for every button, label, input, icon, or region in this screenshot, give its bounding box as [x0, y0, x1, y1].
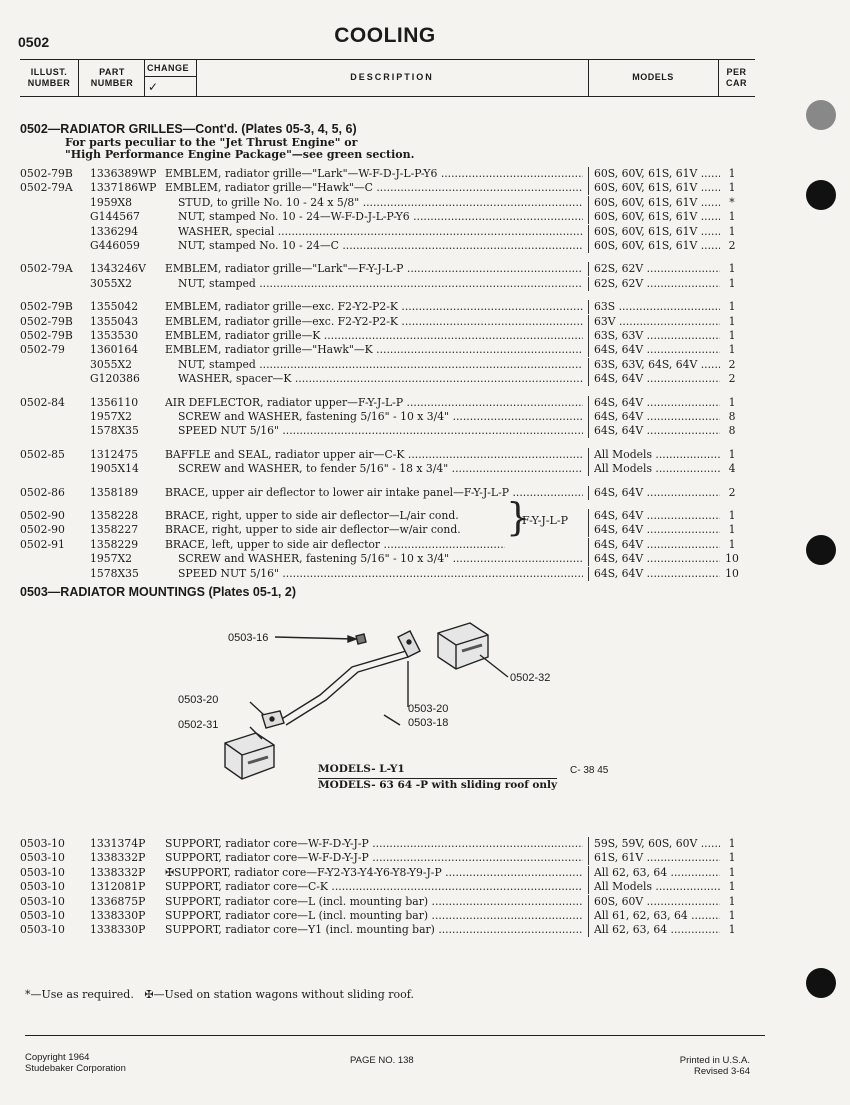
- models: 60S, 60V, 61S, 61V .....: [594, 181, 720, 195]
- per-car: 1: [728, 894, 736, 908]
- page-code: 0502: [18, 34, 50, 50]
- models: 60S, 60V, 61S, 61V .....: [594, 167, 720, 181]
- column-rule: [588, 851, 589, 865]
- illust-number: 0502-79B: [20, 314, 73, 328]
- column-rule: [588, 181, 589, 195]
- table-row: [0, 895, 850, 909]
- table-row: [0, 851, 850, 865]
- per-car: 1: [728, 329, 736, 342]
- per-car: 1: [728, 447, 736, 461]
- part-number: G144567: [90, 210, 140, 224]
- table-row: [0, 239, 850, 253]
- illust-number: 0502-90: [20, 523, 65, 537]
- column-rule: [588, 923, 589, 937]
- description: SCREW and WASHER, fastening 5/16" - 10 x 3/4" .....: [178, 410, 583, 424]
- part-number: 1355043: [90, 314, 139, 328]
- table-row: [0, 225, 850, 239]
- models: 60S, 60V, 61S, 61V .....: [594, 225, 720, 239]
- table-row: [0, 262, 850, 276]
- models: 61S, 61V .....: [594, 851, 720, 865]
- per-car: 1: [728, 167, 736, 180]
- per-car: 1: [728, 181, 736, 195]
- column-rule: [588, 358, 589, 372]
- part-number: 1957X2: [90, 552, 133, 566]
- models: 64S, 64V .....: [594, 424, 720, 438]
- part-number: 1905X14: [90, 462, 139, 476]
- per-car: 1: [728, 210, 736, 224]
- table-row: [0, 181, 850, 195]
- table-row: [0, 923, 850, 937]
- description: EMBLEM, radiator grille—exc. F2-Y2-P2-K .....: [165, 315, 583, 329]
- part-number: 1957X2: [90, 410, 133, 423]
- description: EMBLEM, radiator grille—K .....: [165, 329, 583, 343]
- models: All 62, 63, 64 .....: [594, 923, 720, 937]
- table-row: [0, 358, 850, 372]
- callout-0503-16: 0503-16: [228, 632, 269, 644]
- column-rule: [588, 277, 589, 291]
- per-car: 1: [728, 395, 736, 409]
- per-car: 1: [728, 343, 736, 357]
- column-rule: [588, 300, 589, 314]
- figure-code: C- 38 45: [570, 765, 609, 776]
- column-rule: [588, 262, 589, 276]
- column-rule: [588, 448, 589, 462]
- table-row: [0, 372, 850, 386]
- description: SPEED NUT 5/16" .....: [178, 424, 583, 438]
- description: NUT, stamped No. 10 - 24—W-F-D-J-L-P-Y6 .....: [178, 210, 583, 224]
- column-rule: [588, 909, 589, 923]
- table-row: [0, 538, 850, 552]
- part-number: 1338332P: [90, 865, 146, 879]
- column-rule: [588, 462, 589, 476]
- description: STUD, to grille No. 10 - 24 x 5/8" .....: [178, 196, 583, 210]
- part-number: 1355042: [90, 300, 139, 314]
- per-car: 2: [728, 485, 736, 499]
- per-car: 1: [728, 909, 736, 922]
- models: 60S, 60V, 61S, 61V .....: [594, 239, 720, 253]
- per-car: 1: [728, 537, 736, 551]
- footnote: *—Use as required. ✠—Used on station wagons without sliding roof.: [25, 988, 414, 1001]
- table-row: [0, 315, 850, 329]
- part-number: 1356110: [90, 395, 139, 409]
- column-rule: [588, 329, 589, 343]
- section-title-radiator-mountings: 0503—RADIATOR MOUNTINGS (Plates 05-1, 2): [20, 585, 296, 599]
- part-number: 1336389WP: [90, 167, 157, 180]
- per-car: 8: [728, 424, 736, 438]
- description: BRACE, upper air deflector to lower air intake panel—F-Y-J-L-P .....: [165, 486, 583, 500]
- part-number: 1331374P: [90, 837, 146, 850]
- part-number: 3055X2: [90, 357, 133, 371]
- part-number: 1959X8: [90, 195, 133, 209]
- description: ✠SUPPORT, radiator core—F-Y2-Y3-Y4-Y6-Y8-Y9-J-P .....: [165, 866, 583, 880]
- models: 64S, 64V .....: [594, 486, 720, 500]
- illust-number: 0502-79A: [20, 181, 73, 195]
- table-row: [0, 448, 850, 462]
- part-number: 1338330P: [90, 923, 146, 937]
- description: SUPPORT, radiator core—W-F-D-Y-J-P .....: [165, 851, 583, 865]
- brace-bracket: }: [506, 495, 531, 539]
- models: All 61, 62, 63, 64 .....: [594, 909, 720, 923]
- column-rule: [588, 895, 589, 909]
- part-number: 1578X35: [90, 566, 139, 580]
- models: 64S, 64V .....: [594, 410, 720, 424]
- description: SUPPORT, radiator core—Y1 (incl. mounting bar) .....: [165, 923, 583, 937]
- description: SPEED NUT 5/16" .....: [178, 567, 583, 581]
- column-rule: [588, 523, 589, 537]
- description: EMBLEM, radiator grille—"Hawk"—K .....: [165, 343, 583, 357]
- part-number-header: PART NUMBER: [90, 67, 134, 88]
- description: WASHER, spacer—K .....: [178, 372, 583, 386]
- part-number: 1312475: [90, 447, 139, 461]
- footer-page-number: PAGE NO. 138: [350, 1055, 414, 1066]
- description: BAFFLE and SEAL, radiator upper air—C-K .....: [165, 448, 583, 462]
- table-row: [0, 300, 850, 314]
- per-car: 1: [728, 923, 736, 937]
- description: SUPPORT, radiator core—W-F-D-Y-J-P .....: [165, 837, 583, 851]
- check-mark-icon: ✓: [148, 80, 159, 94]
- description: AIR DEFLECTOR, radiator upper—F-Y-J-L-P .....: [165, 396, 583, 410]
- per-car: 1: [728, 300, 736, 314]
- models: 64S, 64V .....: [594, 523, 720, 537]
- part-number: 1312081P: [90, 880, 146, 894]
- table-row: [0, 880, 850, 894]
- models: 60S, 60V, 61S, 61V .....: [594, 196, 720, 210]
- description: BRACE, right, upper to side air deflector—L/air cond.: [165, 509, 459, 522]
- table-row: [0, 424, 850, 438]
- per-car: 2: [728, 357, 736, 371]
- models: 60S, 60V .....: [594, 895, 720, 909]
- binder-hole: [806, 968, 836, 998]
- models: 64S, 64V .....: [594, 509, 720, 523]
- illust-number: 0503-10: [20, 851, 65, 865]
- column-rule: [588, 567, 589, 581]
- part-number: 1358228: [90, 509, 139, 522]
- models: All Models .....: [594, 462, 720, 476]
- part-number: 1338332P: [90, 851, 146, 865]
- footer-printed: Printed in U.S.A. Revised 3-64: [679, 1055, 750, 1077]
- column-rule: [588, 239, 589, 253]
- per-car-header: PER CAR: [726, 67, 747, 88]
- table-row: [0, 410, 850, 424]
- part-number: 1336875P: [90, 894, 146, 908]
- column-rule: [588, 866, 589, 880]
- part-number: 1358189: [90, 485, 139, 499]
- callout-0503-20-right: 0503-20: [408, 703, 449, 715]
- illust-number-header: ILLUST. NUMBER: [27, 67, 71, 88]
- models: 63V .....: [594, 315, 720, 329]
- per-car: 1: [728, 509, 736, 522]
- table-row: [0, 277, 850, 291]
- illust-number: 0502-79B: [20, 300, 73, 314]
- models: 64S, 64V .....: [594, 538, 720, 552]
- binder-hole: [806, 180, 836, 210]
- part-number: 1338330P: [90, 909, 146, 922]
- table-row: [0, 523, 850, 537]
- per-car: 1: [728, 262, 736, 276]
- footer-copyright: Copyright 1964 Studebaker Corporation: [25, 1052, 126, 1074]
- radiator-mounting-illustration: [170, 615, 609, 800]
- part-number: G446059: [90, 239, 140, 252]
- column-rule: [588, 225, 589, 239]
- column-rule: [588, 837, 589, 851]
- models: All Models .....: [594, 880, 720, 894]
- description: SUPPORT, radiator core—C-K .....: [165, 880, 583, 894]
- per-car: 10: [725, 566, 739, 580]
- illust-number: 0503-10: [20, 923, 65, 937]
- models-header: MODELS: [632, 72, 674, 82]
- per-car: 1: [728, 851, 736, 865]
- description-header: DESCRIPTION: [350, 72, 434, 82]
- column-rule: [588, 372, 589, 386]
- table-row: [0, 837, 850, 851]
- description: NUT, stamped No. 10 - 24—C .....: [178, 239, 583, 253]
- per-car: 1: [728, 837, 736, 850]
- column-rule: [588, 424, 589, 438]
- footer-rule: [25, 1035, 765, 1036]
- part-number: 1360164: [90, 343, 139, 357]
- table-row: [0, 509, 850, 523]
- illust-number: 0503-10: [20, 837, 65, 850]
- illust-number: 0503-10: [20, 894, 65, 908]
- callout-0502-31: 0502-31: [178, 719, 219, 731]
- per-car: *: [729, 195, 735, 209]
- per-car: 1: [728, 276, 736, 290]
- table-row: [0, 866, 850, 880]
- illust-number: 0502-79: [20, 343, 65, 357]
- table-row: [0, 909, 850, 923]
- page-title: COOLING: [334, 24, 436, 47]
- table-row: [0, 167, 850, 181]
- illust-number: 0502-91: [20, 537, 65, 551]
- column-rule: [588, 167, 589, 181]
- table-row: [0, 396, 850, 410]
- illust-number: 0503-10: [20, 880, 65, 894]
- column-rule: [588, 880, 589, 894]
- description: EMBLEM, radiator grille—exc. F2-Y2-P2-K .....: [165, 300, 583, 314]
- per-car: 1: [728, 523, 736, 537]
- column-header: [20, 59, 755, 97]
- callout-0503-18: 0503-18: [408, 717, 449, 729]
- description: SUPPORT, radiator core—L (incl. mounting bar) .....: [165, 909, 583, 923]
- table-row: [0, 329, 850, 343]
- column-rule: [588, 196, 589, 210]
- column-rule: [588, 315, 589, 329]
- table-row: [0, 343, 850, 357]
- column-rule: [588, 410, 589, 424]
- models: 62S, 62V .....: [594, 277, 720, 291]
- figure-caption-line2: MODELS- 63 64 -P with sliding roof only: [318, 779, 558, 791]
- section-note: For parts peculiar to the "Jet Thrust Engine" or "High Performance Engine Package"—see green section.: [65, 136, 415, 161]
- column-rule: [588, 210, 589, 224]
- part-number: 1353530: [90, 329, 139, 342]
- models: 59S, 59V, 60S, 60V .....: [594, 837, 720, 851]
- per-car: 4: [728, 462, 736, 476]
- models: 63S .....: [594, 300, 720, 314]
- models: 64S, 64V .....: [594, 343, 720, 357]
- models: 60S, 60V, 61S, 61V .....: [594, 210, 720, 224]
- column-rule: [588, 486, 589, 500]
- section-title-radiator-grilles: 0502—RADIATOR GRILLES—Cont'd. (Plates 05-3, 4, 5, 6): [20, 122, 357, 136]
- description: SCREW and WASHER, to fender 5/16" - 18 x 3/4" .....: [178, 462, 583, 476]
- models: All 62, 63, 64 .....: [594, 866, 720, 880]
- part-number: 3055X2: [90, 276, 133, 290]
- binder-hole: [806, 535, 836, 565]
- per-car: 2: [728, 372, 736, 386]
- description: SUPPORT, radiator core—L (incl. mounting bar) .....: [165, 895, 583, 909]
- description: EMBLEM, radiator grille—"Lark"—W-F-D-J-L-P-Y6 .....: [165, 167, 583, 181]
- illust-number: 0502-79A: [20, 262, 73, 276]
- description: NUT, stamped .....: [178, 277, 583, 291]
- part-number: 1337186WP: [90, 181, 157, 195]
- illust-number: 0503-10: [20, 865, 65, 879]
- models: 63S, 63V, 64S, 64V .....: [594, 358, 720, 372]
- per-car: 1: [728, 314, 736, 328]
- description: BRACE, right, upper to side air deflector—w/air cond.: [165, 523, 461, 537]
- table-row: [0, 567, 850, 581]
- table-row: [0, 196, 850, 210]
- part-number: 1358229: [90, 537, 139, 551]
- table-row: [0, 462, 850, 476]
- models: 64S, 64V .....: [594, 567, 720, 581]
- part-number: 1578X35: [90, 424, 139, 438]
- part-number: 1358227: [90, 523, 139, 537]
- per-car: 1: [728, 865, 736, 879]
- models: All Models .....: [594, 448, 720, 462]
- brace-models-note: F-Y-J-L-P: [522, 514, 568, 527]
- table-row: [0, 210, 850, 224]
- per-car: 10: [725, 552, 739, 566]
- description: EMBLEM, radiator grille—"Lark"—F-Y-J-L-P .....: [165, 262, 583, 276]
- column-rule: [588, 538, 589, 552]
- per-car: 1: [728, 224, 736, 238]
- part-number: 1343246V: [90, 262, 146, 276]
- per-car: 1: [728, 880, 736, 894]
- illust-number: 0502-79B: [20, 329, 73, 342]
- models: 64S, 64V .....: [594, 372, 720, 386]
- column-rule: [588, 552, 589, 566]
- illust-number: 0502-90: [20, 509, 65, 522]
- callout-0502-32: 0502-32: [510, 672, 551, 684]
- models: 64S, 64V .....: [594, 552, 720, 566]
- part-number: G120386: [90, 372, 140, 386]
- illust-number: 0502-86: [20, 485, 65, 499]
- illust-number: 0502-79B: [20, 167, 73, 180]
- change-header: CHANGE: [147, 63, 190, 73]
- illust-number: 0502-84: [20, 395, 65, 409]
- models: 64S, 64V .....: [594, 396, 720, 410]
- binder-hole: [806, 100, 836, 130]
- illust-number: 0502-85: [20, 447, 65, 461]
- column-rule: [588, 343, 589, 357]
- per-car: 8: [728, 410, 736, 423]
- description: EMBLEM, radiator grille—"Hawk"—C .....: [165, 181, 583, 195]
- column-rule: [588, 509, 589, 523]
- description: BRACE, left, upper to side air deflector .....: [165, 538, 505, 552]
- description: SCREW and WASHER, fastening 5/16" - 10 x 3/4" .....: [178, 552, 583, 566]
- description: NUT, stamped .....: [178, 358, 583, 372]
- models: 63S, 63V .....: [594, 329, 720, 343]
- table-row: [0, 552, 850, 566]
- table-row: [0, 486, 850, 500]
- column-rule: [588, 396, 589, 410]
- illust-number: 0503-10: [20, 909, 65, 922]
- callout-0503-20-left: 0503-20: [178, 694, 219, 706]
- part-number: 1336294: [90, 224, 139, 238]
- figure-caption-line1: MODELS- L-Y1: [318, 763, 405, 775]
- description: WASHER, special .....: [178, 225, 583, 239]
- per-car: 2: [728, 239, 736, 252]
- models: 62S, 62V .....: [594, 262, 720, 276]
